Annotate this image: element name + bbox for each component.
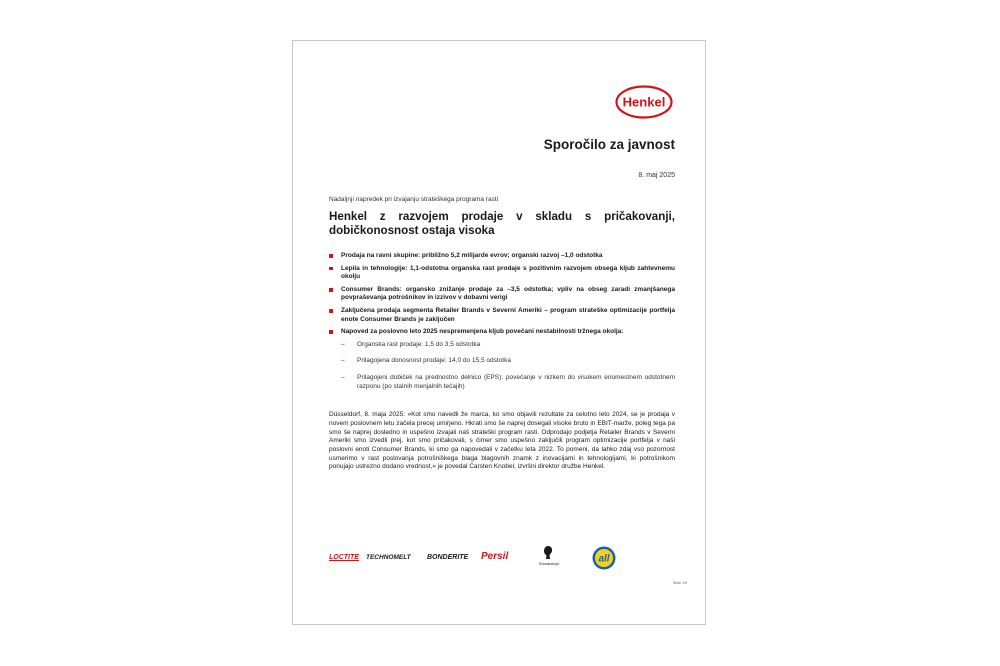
henkel-logo — [615, 85, 673, 119]
henkel-logo-text: Henkel — [622, 94, 666, 110]
bullet-square-icon — [329, 330, 333, 334]
technomelt-logo: TECHNOMELT — [366, 554, 411, 561]
sub-list-item — [341, 374, 675, 391]
list-item — [329, 252, 675, 261]
bullet-square-icon — [329, 309, 333, 313]
bullet-text: Lepila in tehnologije: 1,1-odstotna organska rast prodaje s pozitivnim razvojem obsega kljub zahtevnemu okolju — [341, 264, 675, 281]
list-item — [329, 307, 675, 324]
persil-logo: Persil — [481, 551, 509, 562]
sub-bullet-text: Prilagojeni dobiček na prednostno delnico (EPS): povečanje v nizkem do visokem enomestnem odstotnem razponu (po stalnih menjalnih tečajih) — [357, 373, 675, 390]
document-page — [292, 40, 706, 625]
bullet-text: Consumer Brands: organsko znižanje prodaje za –3,5 odstotka; vpliv na obseg zaradi zmanjšanega povpraševanja potrošnikov in izzivov v dobavni verigi — [341, 285, 675, 302]
release-title: Sporočilo za javnost — [543, 137, 675, 152]
bullet-square-icon — [329, 254, 333, 258]
bullet-square-icon — [329, 288, 333, 292]
bullet-text: Zaključena prodaja segmenta Retailer Brands v Severni Ameriki – program strateške optimizacije portfelja enote Consumer Brands je zaključen — [341, 306, 675, 323]
outlook-sublist — [341, 341, 675, 391]
bullet-square-icon — [329, 267, 333, 271]
sub-list-item — [341, 357, 675, 366]
list-item — [329, 286, 675, 303]
bullet-text: Napoved za poslovno leto 2025 nespremenjena kljub povečani nestabilnosti tržnega okolja: — [341, 328, 624, 336]
all-logo — [592, 546, 616, 570]
list-item — [329, 328, 675, 391]
page-number: Stran 1/9 — [672, 581, 687, 585]
sub-bullet-text: Prilagojena donosnost prodaje: 14,0 do 15,5 odstotka — [357, 357, 511, 365]
highlights-list — [329, 252, 675, 391]
sub-list-item — [341, 341, 675, 350]
schwarzkopf-name: Schwarzkopf — [538, 562, 560, 566]
body-paragraph: Düsseldorf, 8. maja 2025: »Kot smo navedli že marca, ko smo objavili rezultate za celotno leto 2024, se je prodaja v novem poslovnem letu začela precej umirjeno. Hkrati smo še naprej dosegali visoke bruto in EBIT-marže, poleg tega pa smo še naprej dosledno in uspešno izvajali naš strateški program rasti. Odprodajo podjetja Retailer Brands v Severni Ameriki smo izvedli prej, kot smo pričakovali, s čimer smo uspešno zaključili program optimizacije portfelja v naši poslovni enoti Consumer Brands, ki smo ga napovedali v začetku leta 2022. To pomeni, da lahko zdaj vso pozornost usmerimo v rast poslovanja potrošniškega blaga blagovnih znamk z inovacijami in tehnologijami, ki potrošnikom ponujajo ustrezno dodano vrednost,« je povedal Carsten Knobel, izvršni direktor družbe Henkel. — [329, 411, 675, 471]
sub-bullet-text: Organska rast prodaje: 1,5 do 3,5 odstotka — [357, 340, 481, 348]
dash-icon: – — [341, 340, 345, 348]
all-logo-text: all — [598, 553, 610, 565]
loctite-logo: LOCTITE — [329, 554, 359, 561]
list-item — [329, 265, 675, 282]
bonderite-logo: BONDERITE — [427, 554, 469, 561]
subheadline: Nadaljnji napredek pri izvajanju strateškega programa rasti — [329, 196, 499, 203]
headline: Henkel z razvojem prodaje v skladu s pričakovanji, dobičkonosnost ostaja visoka — [329, 210, 675, 237]
dash-icon: – — [341, 357, 345, 365]
schwarzkopf-logo — [531, 546, 567, 572]
brand-logos-row — [329, 546, 675, 572]
schwarzkopf-head-icon — [543, 546, 553, 560]
release-date: 8. maj 2025 — [638, 172, 675, 179]
dash-icon: – — [341, 373, 345, 381]
bullet-text: Prodaja na ravni skupine: približno 5,2 milijarde evrov; organski razvoj –1,0 odstotka — [341, 252, 603, 259]
document-content — [329, 196, 675, 472]
